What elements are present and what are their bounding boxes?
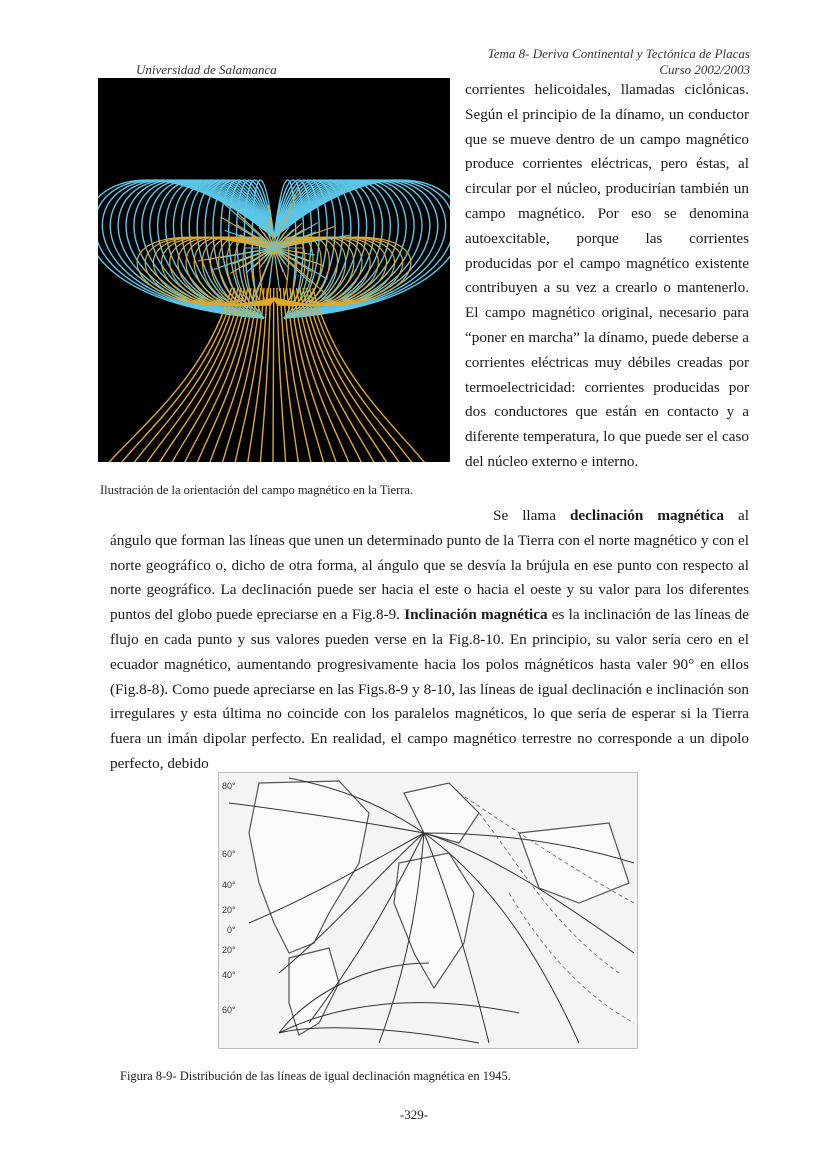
header-topic-title: Tema 8- Deriva Continental y Tectónica de Placas [487,46,750,61]
magnetic-field-illustration [98,78,450,462]
field-line [104,288,232,462]
field-line [274,237,403,305]
declination-map-drawing [219,773,637,1048]
lat-label: 60° [222,1005,236,1015]
lat-label: 40° [222,970,236,980]
body-text-1: Se llama [493,507,570,524]
body-paragraph-text [110,504,749,777]
column-paragraph-text: corrientes helicoidales, llamadas ciclónicas. Según el principio de la dínamo, un conductor que se mueve dentro de un campo magnético produce corrientes eléctricas, pero éstas, al circular por el núcleo, producirían también un campo magnético. Por eso se denomina autoexcitable, porque las corrientes producidas por el campo magnético existente contribuyen a su vez a crearlo o mantenerlo. El campo magnético original, necesario para “poner en marcha” la dínamo, puede deberse a corrientes eléctricas muy débiles creadas por termoelectricidad: corrientes producidas por dos conductores que están en contacto y a diferente temperatura, lo que puede ser el caso del núcleo externo e interno. [465,81,749,470]
body-text-2: al ángulo que forman las líneas que unen un determinado punto de la Tierra con el norte magnético y con el norte geográfico o, dicho de otra forma, al ángulo que se desvía la brújula en ese punto con respecto al norte geográfico. La declinación puede ser hacia el este o hacia el oeste y su valor para los diferentes puntos del globo puede epreciarse en a Fig.8-9. [110,507,749,624]
figure2-caption: Figura 8-9- Distribución de las líneas de igual declinación magnética en 1945. [120,1069,511,1083]
lat-label: 20° [222,905,236,915]
body-paragraph [110,504,749,777]
lat-label: 0° [227,925,236,935]
lat-label: 60° [222,849,236,859]
declination-map [218,772,638,1049]
column-paragraph [465,78,749,475]
header-institution: Universidad de Salamanca [136,62,277,77]
figure1-caption: Ilustración de la orientación del campo magnético en la Tierra. [100,483,414,497]
body-text-3: es la inclinación de las líneas de flujo en cada punto y sus valores pueden verse en la Fig.8-10. En principio, su valor sería cero en el ecuador magnético, aumentando progresivamente hacia los polos mágnéticos hasta valer 90° en ellos (Fig.8-8). Como puede apreciarse en las Figs.8-9 y 8-10, las líneas de igual declinación e inclinación son irregulares y esta última no coincide con los paralelos magnéticos, lo que sería de esperar si la Tierra fuera un imán dipolar perfecto. En realidad, el campo magnético terrestre no corresponde a un dipolo perfecto, debido [110,606,750,772]
lat-label: 20° [222,945,236,955]
lat-label: 40° [222,880,236,890]
field-line [273,288,274,462]
term-declinacion: declinación magnética [569,507,725,524]
page-number: -329- [399,1107,429,1122]
magnetic-field-lines [98,78,450,462]
lat-label: 80° [222,781,236,791]
field-line [313,288,429,462]
header-course: Curso 2002/2003 [659,62,750,77]
term-inclinacion: Inclinación magnética [404,606,548,624]
header-topic [390,46,750,78]
